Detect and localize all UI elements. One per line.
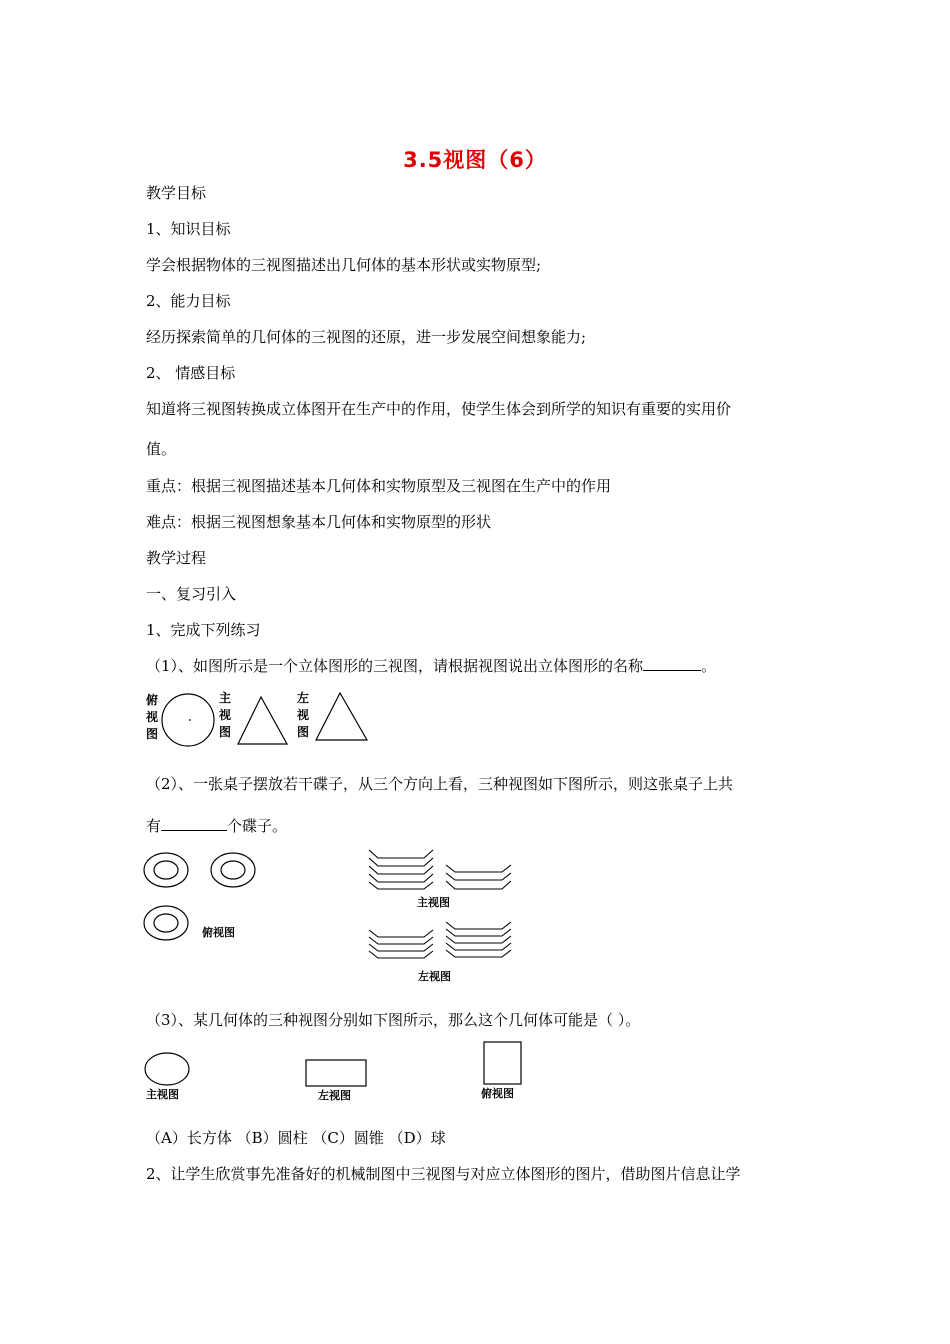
fig2-side-view-label: 左视图 (418, 970, 451, 983)
page-title: 3.5视图（6） (403, 148, 547, 172)
exercise-heading: 1、完成下列练习 (146, 621, 261, 639)
fig3-top-view-rect (484, 1042, 521, 1084)
knowledge-goal-heading: 1、知识目标 (146, 220, 231, 238)
question-3: （3）、某几何体的三种视图分别如下图所示，那么这个几何体可能是（ ）。 (146, 1011, 641, 1029)
fig2-front-view-label: 主视图 (417, 896, 450, 909)
fig3-side-view-label: 左视图 (318, 1089, 351, 1102)
knowledge-goal-text: 学会根据物体的三视图描述出几何体的基本形状或实物原型; (146, 256, 542, 274)
question-1-text: （1）、如图所示是一个立体图形的三视图，请根据视图说出立体图形的名称 (146, 657, 644, 675)
question-1-end: 。 (701, 657, 717, 675)
fig3-side-view-rect (306, 1060, 366, 1086)
fig1-top-view-label: 俯 视 图 (145, 693, 158, 741)
difficult-point-text: 难点：根据三视图想象基本几何体和实物原型的形状 (146, 513, 492, 531)
review-heading: 一、复习引入 (146, 585, 237, 603)
fig3-front-view-ellipse (145, 1053, 189, 1085)
question-3-options: （A）长方体 （B）圆柱 （C）圆锥 （D）球 (146, 1129, 446, 1147)
emotion-goal-heading: 2、 情感目标 (146, 364, 236, 382)
question-2-line-1: （2）、一张桌子摆放若干碟子，从三个方向上看，三种视图如下图所示，则这张桌子上共 (146, 775, 734, 793)
fig3-front-view-label: 主视图 (146, 1088, 179, 1101)
fig1-front-view-label: 主 视 图 (218, 691, 231, 739)
process-heading: 教学过程 (146, 549, 207, 567)
fig2-top-view-label: 俯视图 (202, 926, 235, 939)
emotion-goal-text-cont: 值。 (146, 440, 177, 458)
ability-goal-heading: 2、能力目标 (146, 292, 231, 310)
fig3-top-view-label: 俯视图 (481, 1087, 514, 1100)
emotion-goal-text: 知道将三视图转换成立体图开在生产中的作用，使学生体会到所学的知识有重要的实用价 (146, 400, 732, 418)
question-2-line-2: 有 个碟子。 (146, 817, 288, 835)
activity-2-text: 2、让学生欣赏事先准备好的机械制图中三视图与对应立体图形的图片，借助图片信息让学 (146, 1165, 741, 1183)
ability-goal-text: 经历探索简单的几何体的三视图的还原，进一步发展空间想象能力; (146, 328, 587, 346)
fig1-side-view-label: 左 视 图 (296, 691, 309, 739)
key-point-text: 重点：根据三视图描述基本几何体和实物原型及三视图在生产中的作用 (146, 477, 612, 495)
section-heading-goals: 教学目标 (146, 184, 207, 202)
